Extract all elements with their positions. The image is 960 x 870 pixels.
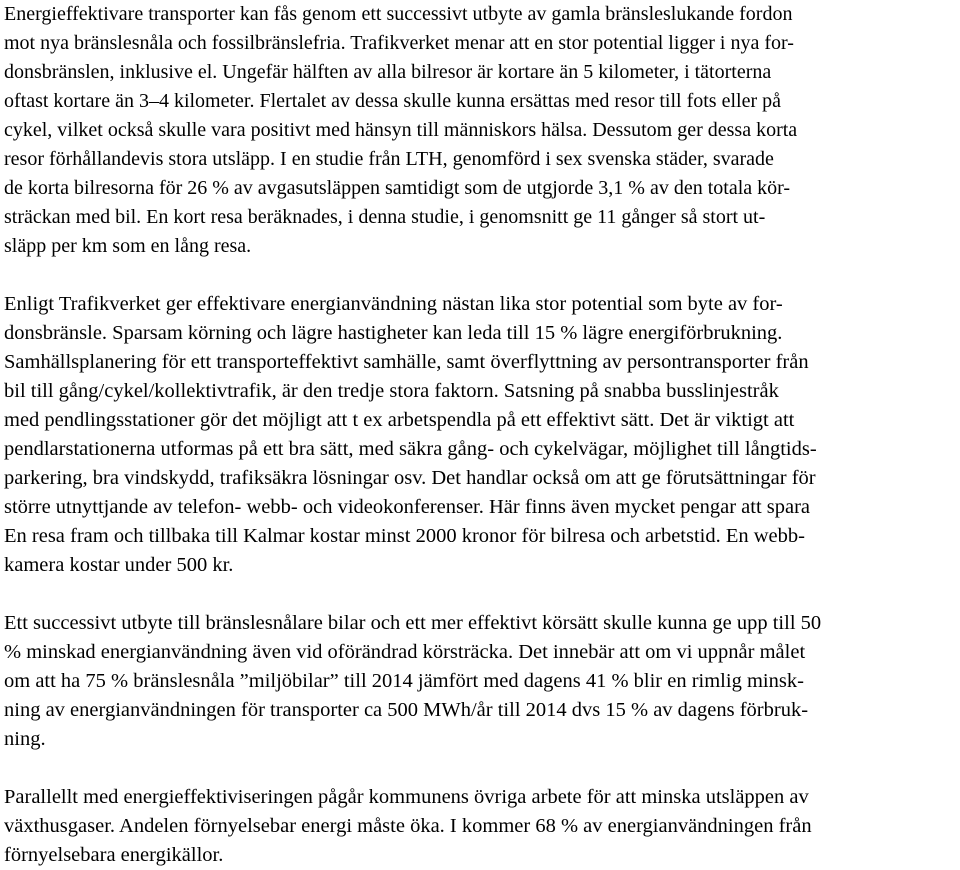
paragraph-spacer: [4, 754, 958, 783]
text-line: bil till gång/cykel/kollektivtrafik, är den tredje stora faktorn. Satsning på snabba busslinjestråk: [4, 380, 779, 402]
text-line: med pendlingsstationer gör det möjligt att t ex arbetspendla på ett effektivt sätt. Det är viktigt att: [4, 409, 795, 431]
document-body: [4, 0, 958, 870]
text-line: % minskad energianvändning även vid oförändrad körsträcka. Det innebär att om vi uppnår målet: [4, 641, 806, 663]
text-line: kamera kostar under 500 kr.: [4, 554, 234, 576]
text-line: mot nya bränslesnåla och fossilbränslefria. Trafikverket menar att en stor potential ligger i nya for-: [4, 32, 794, 54]
text-line: donsbränslen, inklusive el. Ungefär hälften av alla bilresor är kortare än 5 kilometer, i tätorterna: [4, 61, 772, 83]
paragraph: [4, 0, 958, 261]
text-line: pendlarstationerna utformas på ett bra sätt, med säkra gång- och cykelvägar, möjlighet till långtids-: [4, 438, 817, 460]
text-line: sträckan med bil. En kort resa beräknades, i denna studie, i genomsnitt ge 11 gånger så stort ut-: [4, 206, 766, 228]
text-line: Ett successivt utbyte till bränslesnålare bilar och ett mer effektivt körsätt skulle kunna ge upp till 50: [4, 612, 822, 634]
paragraph-spacer: [4, 580, 958, 609]
text-line: om att ha 75 % bränslesnåla ”miljöbilar” till 2014 jämfört med dagens 41 % blir en rimlig minsk-: [4, 670, 804, 692]
text-line: förnyelsebara energikällor.: [4, 844, 224, 866]
text-line: cykel, vilket också skulle vara positivt med hänsyn till människors hälsa. Dessutom ger dessa korta: [4, 119, 798, 141]
text-line: Energieffektivare transporter kan fås genom ett successivt utbyte av gamla bränsleslukande fordon: [4, 3, 793, 25]
text-line: En resa fram och tillbaka till Kalmar kostar minst 2000 kronor för bilresa och arbetstid. En webb-: [4, 525, 805, 547]
paragraph: [4, 609, 958, 754]
text-line: Samhällsplanering för ett transporteffektivt samhälle, samt överflyttning av persontransporter från: [4, 351, 809, 373]
text-line: de korta bilresorna för 26 % av avgasutsläppen samtidigt som de utgjorde 3,1 % av den totala kör-: [4, 177, 791, 199]
text-line: ning av energianvändningen för transporter ca 500 MWh/år till 2014 dvs 15 % av dagens förbruk-: [4, 699, 809, 721]
text-line: ning.: [4, 728, 46, 750]
text-line: växthusgaser. Andelen förnyelsebar energi måste öka. I kommer 68 % av energianvändningen från: [4, 815, 812, 837]
text-line: Enligt Trafikverket ger effektivare energianvändning nästan lika stor potential som byte av for-: [4, 293, 783, 315]
text-line: släpp per km som en lång resa.: [4, 235, 252, 257]
text-line: resor förhållandevis stora utsläpp. I en studie från LTH, genomförd i sex svenska städer, svarade: [4, 148, 774, 170]
text-line: oftast kortare än 3–4 kilometer. Flertalet av dessa skulle kunna ersättas med resor till fots eller på: [4, 90, 781, 112]
text-line: donsbränsle. Sparsam körning och lägre hastigheter kan leda till 15 % lägre energiförbrukning.: [4, 322, 783, 344]
paragraph: [4, 783, 958, 870]
text-line: större utnyttjande av telefon- webb- och videokonferenser. Här finns även mycket pengar att spara: [4, 496, 811, 518]
text-line: Parallellt med energieffektiviseringen pågår kommunens övriga arbete för att minska utsläppen av: [4, 786, 809, 808]
paragraph: [4, 290, 958, 580]
text-line: parkering, bra vindskydd, trafiksäkra lösningar osv. Det handlar också om att ge förutsättningar för: [4, 467, 816, 489]
paragraph-spacer: [4, 261, 958, 290]
